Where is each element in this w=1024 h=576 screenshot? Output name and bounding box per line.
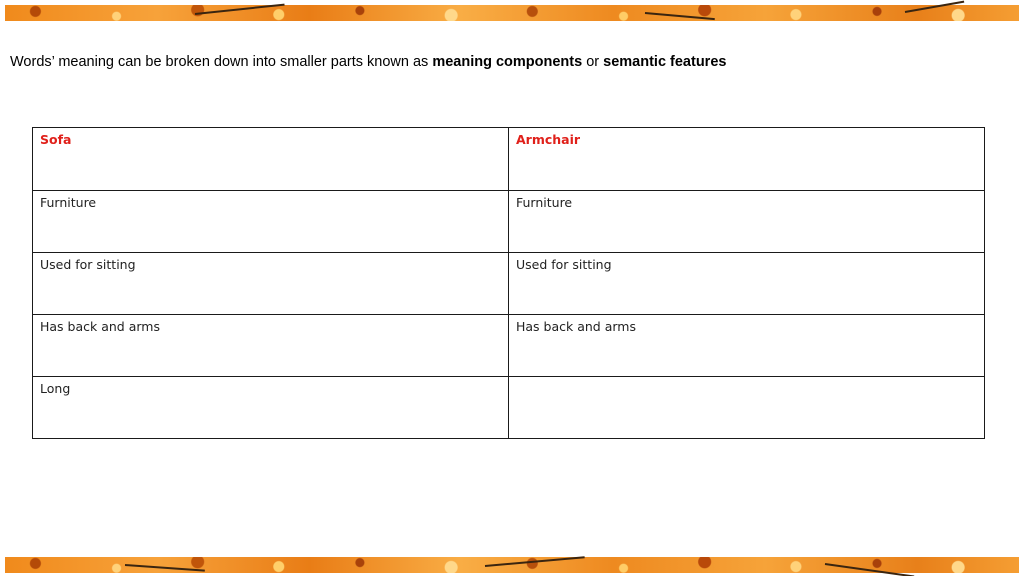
term-meaning-components: meaning components (432, 54, 583, 70)
table-row (33, 315, 985, 377)
table-cell: Has back and arms (509, 315, 985, 377)
intro-text: Words’ meaning can be broken down into smaller parts known as (10, 54, 433, 70)
intro-conjunction: or (582, 54, 604, 70)
table-cell (509, 377, 985, 439)
table-cell: Furniture (33, 191, 509, 253)
intro-sentence (10, 54, 726, 70)
table-row (33, 377, 985, 439)
autumn-leaves-banner-top (5, 5, 1019, 21)
table-header-row (33, 128, 985, 191)
term-semantic-features: semantic features (603, 54, 727, 70)
table-cell: Has back and arms (33, 315, 509, 377)
table-row (33, 191, 985, 253)
semantic-features-table (32, 127, 985, 439)
table-row (33, 253, 985, 315)
column-header-sofa: Sofa (33, 128, 509, 191)
table-cell: Used for sitting (509, 253, 985, 315)
autumn-leaves-banner-bottom (5, 557, 1019, 573)
table-cell: Long (33, 377, 509, 439)
table-cell: Furniture (509, 191, 985, 253)
column-header-armchair: Armchair (509, 128, 985, 191)
table-cell: Used for sitting (33, 253, 509, 315)
